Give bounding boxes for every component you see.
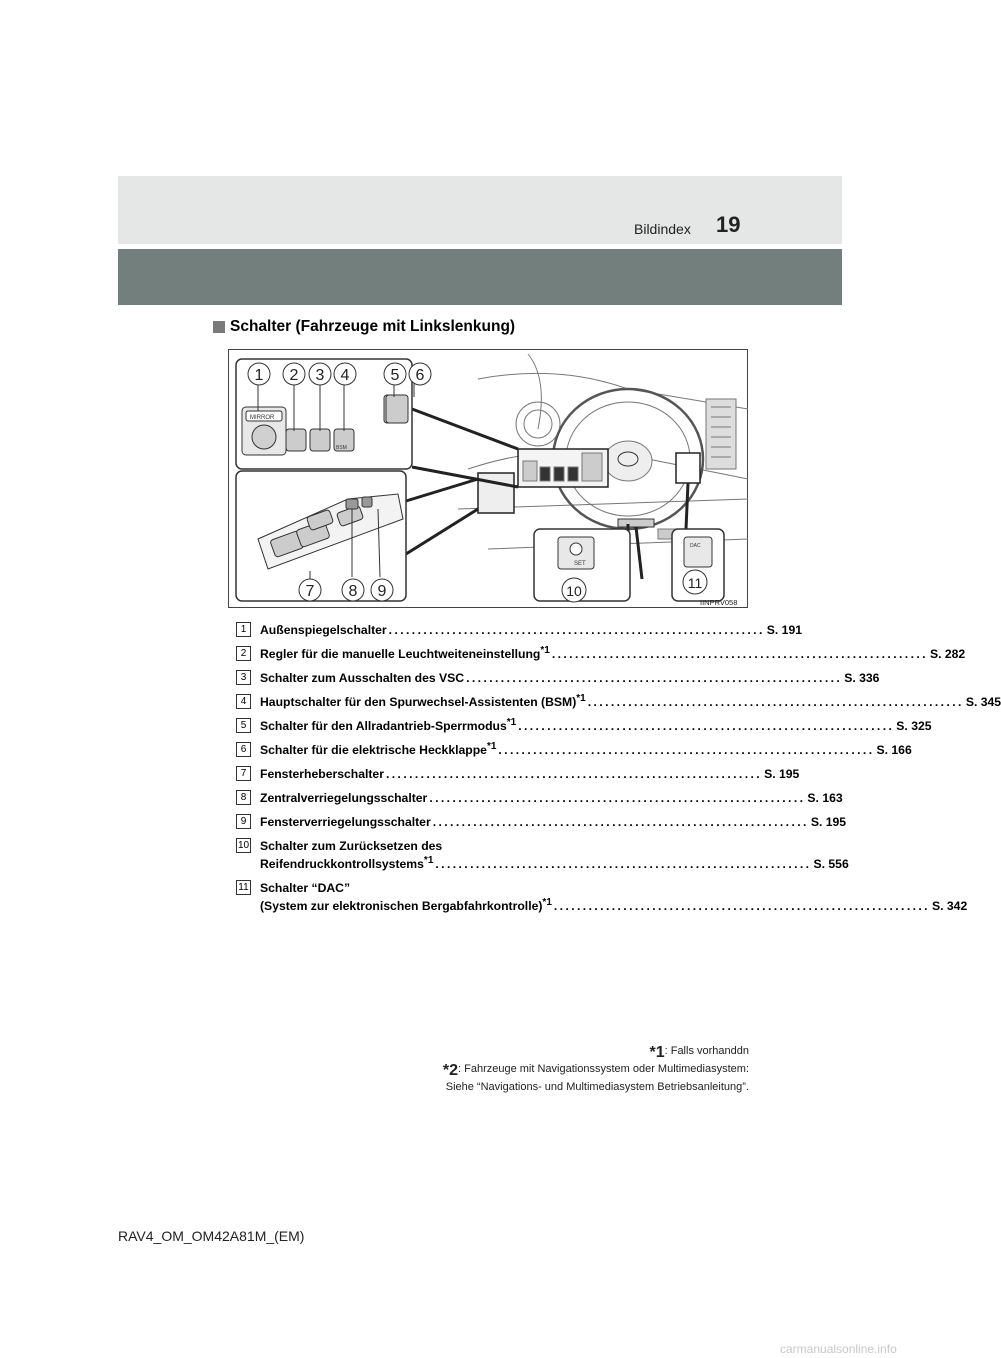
list-item: 5 Schalter für den Allradantrieb-Sperrmodus$^{*1}$ ................................................................. S. 325 xyxy=(236,717,722,735)
callout-7 xyxy=(299,579,321,601)
header-dark-band xyxy=(118,249,842,305)
bsm-label: BSM xyxy=(336,445,347,451)
item-number-box: 2 xyxy=(236,646,251,661)
item-footnote-mark: *1 xyxy=(423,854,434,866)
footnote-2: *2: Fahrzeuge mit Navigationssystem oder Multimediasystem: xyxy=(442,1062,749,1079)
switch-list xyxy=(236,621,1001,921)
item-label: Reifendruckkontrollsystems xyxy=(260,857,424,871)
item-footnote-mark: *1 xyxy=(576,692,586,704)
item-page: S. 342 xyxy=(931,899,968,913)
item-footnote-mark: *1 xyxy=(540,644,550,656)
item-page: S. 556 xyxy=(813,857,849,871)
item-page: S. 163 xyxy=(807,791,843,805)
list-item: 10 Schalter zum Zurücksetzen des Reifendruckkontrollsystems$^{*1}$ ................................................................. S. 556 xyxy=(237,839,849,871)
square-bullet-icon xyxy=(213,321,225,333)
mirror-label: MIRROR xyxy=(250,415,275,421)
section-name: Bildindex xyxy=(634,221,691,237)
item-label: Schalter zum Ausschalten des VSC xyxy=(260,671,465,685)
item-label-line1: Schalter “DAC” xyxy=(260,881,351,895)
callout-9 xyxy=(371,579,393,601)
item-label: Schalter für den Allradantrieb-Sperrmodus xyxy=(260,719,507,733)
item-number-box: 8 xyxy=(236,790,251,805)
svg-text:4: 4 xyxy=(340,367,350,384)
callout-11 xyxy=(683,570,707,594)
callout-10 xyxy=(562,578,586,602)
item-page: S. 282 xyxy=(929,647,966,661)
item-number-box: 7 xyxy=(236,766,251,781)
item-label: Außenspiegelschalter xyxy=(260,623,387,637)
item-number-box: 3 xyxy=(236,670,251,685)
item-label: Hauptschalter für den Spurwechsel-Assistenten (BSM) xyxy=(260,695,577,709)
svg-text:6: 6 xyxy=(415,367,425,384)
callout-6 xyxy=(409,363,431,385)
page-number: 19 xyxy=(716,212,741,237)
svg-text:8: 8 xyxy=(348,583,358,600)
item-label: (System zur elektronischen Bergabfahrkontrolle) xyxy=(260,899,543,913)
watermark: carmanualsonline.info xyxy=(780,1342,897,1356)
figure-code: IINPRV058 xyxy=(700,598,738,607)
svg-text:3: 3 xyxy=(315,367,325,384)
item-page: S. 166 xyxy=(876,743,912,757)
item-number-box: 5 xyxy=(236,718,251,733)
footnote-2-cont: Siehe “Navigations- und Multimediasystem Betriebsanleitung”. xyxy=(445,1081,749,1093)
list-item: 8 Zentralverriegelungsschalter ................................................................. S. 163 xyxy=(236,789,722,807)
switch-illustration xyxy=(228,349,748,608)
svg-text:7: 7 xyxy=(305,583,315,600)
item-footnote-mark: *1 xyxy=(506,716,517,728)
item-label: Fensterverriegelungsschalter xyxy=(260,815,431,829)
svg-text:2: 2 xyxy=(289,367,299,384)
footnotes xyxy=(443,1043,749,1095)
footnote-1: *1: Falls vorhanddn xyxy=(649,1044,749,1061)
callout-5 xyxy=(384,363,406,385)
item-number-box: 1 xyxy=(236,622,251,637)
item-number-box: 10 xyxy=(236,838,251,853)
item-number-box: 11 xyxy=(236,880,251,895)
list-item: 7 Fensterheberschalter ................................................................. S. 195 xyxy=(236,765,722,783)
callout-8 xyxy=(342,579,364,601)
list-item: 1 Außenspiegelschalter ................................................................. S. 191 xyxy=(236,621,722,639)
list-item: 2 Regler für die manuelle Leuchtweiteneinstellung$^{*1}$ ................................................................. S. 282 xyxy=(236,645,722,663)
item-number-box: 6 xyxy=(236,742,251,757)
item-page: S. 345 xyxy=(965,695,1001,709)
item-footnote-mark: *1 xyxy=(486,740,497,752)
list-item: 6 Schalter für die elektrische Heckklappe$^{*1}$ ................................................................. S. 166 xyxy=(236,741,722,759)
list-item: 11 Schalter “DAC” (System zur elektronischen Bergabfahrkontrolle)$^{*1}$ ................................................................. S. 342 xyxy=(236,879,722,915)
dac-label: DAC xyxy=(690,543,701,549)
item-page: S. 195 xyxy=(810,815,847,829)
set-label: SET xyxy=(574,561,586,567)
item-page: S. 195 xyxy=(764,767,800,781)
svg-text:11: 11 xyxy=(687,575,703,591)
item-page: S. 336 xyxy=(844,671,880,685)
svg-text:5: 5 xyxy=(390,367,400,384)
callout-1 xyxy=(248,363,270,385)
svg-text:9: 9 xyxy=(377,583,387,600)
item-number-box: 4 xyxy=(236,694,251,709)
item-label: Zentralverriegelungsschalter xyxy=(260,791,428,805)
callout-3 xyxy=(309,363,331,385)
svg-text:10: 10 xyxy=(566,583,582,599)
item-label: Fensterheberschalter xyxy=(260,767,384,781)
list-item: 9 Fensterverriegelungsschalter ................................................................. S. 195 xyxy=(236,813,722,831)
item-label: Schalter für die elektrische Heckklappe xyxy=(260,743,487,757)
section-title xyxy=(213,318,515,336)
item-page: S. 325 xyxy=(896,719,932,733)
callout-4 xyxy=(334,363,356,385)
callout-2 xyxy=(283,363,305,385)
section-title-text: Schalter (Fahrzeuge mit Linkslenkung) xyxy=(230,318,516,335)
list-item: 3 Schalter zum Ausschalten des VSC ................................................................. S. 336 xyxy=(236,669,722,687)
document-code: RAV4_OM_OM42A81M_(EM) xyxy=(118,1228,305,1244)
svg-text:1: 1 xyxy=(254,367,264,384)
list-item: 4 Hauptschalter für den Spurwechsel-Assistenten (BSM)$^{*1}$ ................................................................. S. 345 xyxy=(236,693,722,711)
item-label: Regler für die manuelle Leuchtweiteneinstellung xyxy=(260,647,541,661)
item-footnote-mark: *1 xyxy=(542,896,552,908)
item-number-box: 9 xyxy=(236,814,251,829)
item-label-line1: Schalter zum Zurücksetzen des xyxy=(260,839,443,853)
item-page: S. 191 xyxy=(766,623,803,637)
